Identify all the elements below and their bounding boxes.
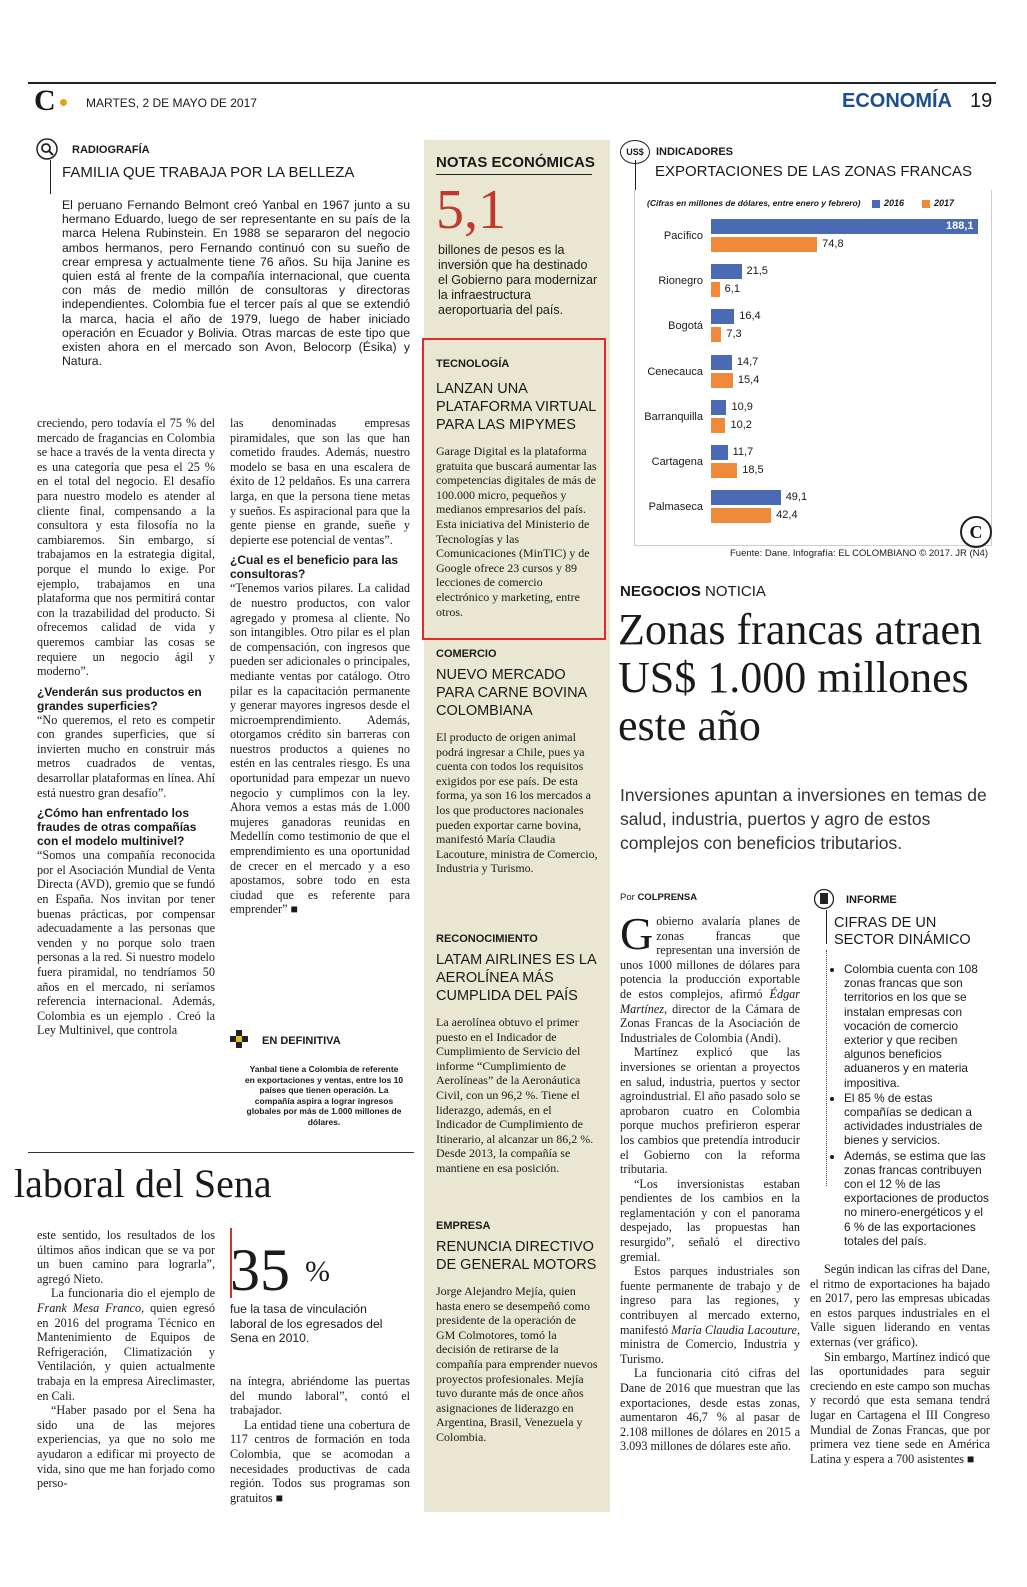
issue-date: MARTES, 2 DE MAYO DE 2017 — [86, 96, 257, 110]
logo-dot — [60, 99, 67, 106]
legend-label-2016: 2016 — [884, 198, 905, 208]
article-column-2 — [810, 1262, 990, 1466]
article-paragraph: “Los inversionistas estaban pendientes de los cambios en la reglamentación y con el panorama despejado, las propuestas han resurgido”, señaló el directivo gremial. — [620, 1176, 800, 1264]
interview-answer: “No queremos, el reto es competir con grandes superficies, que sí invierten mucho en construir más metros cuadrados de ventas, desarrollar plataformas en línea. Ahí está nuestro gran desafío”. — [37, 712, 215, 800]
category-label: Cartagena — [651, 456, 703, 468]
interview-paragraph: las denominadas empresas piramidales, que son las que han cometido fraudes. Además, nuestro modelo se basa en una escalera de éxito de 12 peldaños. Es una carrera larga, en que la persona tiene metas y sueños. Es aspiracional para que la gente piense en grande, sueñe y depierte ese potencial de ventas”. — [230, 416, 410, 547]
nota-text: Garage Digital es la plataforma gratuita que buscará aumentar las competencias digitales de más de 100.000 micro, pequeños y medianos empresarios del país. Esta iniciativa del Ministerio de Tecnologías y las Comunicaciones (MinTIC) y de Google ofrece 23 cursos y 89 lecciones de comercio electrónico y marketing, entre otros. — [436, 444, 597, 619]
article-column-1 — [620, 908, 800, 1454]
article-paragraph: Sin embargo, Martínez indicó que las oportunidades para seguir creciendo en este campo son muchas y recordó que esta semana tendrá lugar en Cartagena el III Congreso Mundial de Zonas Francas, que por primera vez tiene sede en América Latina y espera a 700 asistentes ■ — [810, 1349, 990, 1466]
nota-text: Jorge Alejandro Mejía, quien hasta enero se desempeñó como presidente de la operación de GM Colmotores, tomó la decisión de retirarse de la compañía para emprender nuevos proyectos profesionales. Mejía tuvo durante más de once años asignaciones de liderazgo en Argentina, Brasil, Venezuela y Colombia. — [436, 1284, 598, 1444]
category-label: Pacífico — [663, 230, 703, 242]
stat-description: fue la tasa de vinculación laboral de los egresados del Sena en 2010. — [230, 1302, 383, 1346]
legend-swatch-2016 — [872, 200, 880, 208]
radiografia-kicker: RADIOGRAFÍA — [72, 144, 150, 156]
interview-column-1 — [37, 416, 215, 1038]
nota-title: RENUNCIA DIRECTIVO DE GENERAL MOTORS — [436, 1239, 597, 1273]
bar-value-label: 42,4 — [776, 509, 798, 522]
radiografia-rule — [50, 160, 51, 194]
sena-column-2 — [230, 1374, 410, 1505]
bar-2017 — [711, 463, 737, 478]
legend-swatch-2017 — [922, 200, 930, 208]
radiografia-text: El peruano Fernando Belmont creó Yanbal en 1967 junto a su hermano Eduardo, luego de ser representante en su país de la marca Helena Rubinstein. En 1988 se separaron del negocio ambos hermanos, pero Fernando continuó con su sueño de crear empresa y actualmente tiene 76 años. Su hija Janine es quien está al frente de la compañía internacional, que cuenta con más de medio millón de consultoras y directoras independientes. Colombia fue el tercer país al que se extendió la marca, hacia el año de 1979, luego de haber iniciado operación en Ecuador y Bolivia. Otras marcas de este tipo que existen ahora en el mercado son Avon, Belocorp (Ésika) y Natura. — [62, 198, 410, 369]
stat-value: 35 — [230, 1237, 290, 1303]
indicadores-kicker: INDICADORES — [656, 146, 734, 158]
sena-paragraph: na íntegra, abriéndome las puertas del mundo laboral”, contó el trabajador. — [230, 1374, 410, 1418]
article-paragraph: Martínez explicó que las inversiones se orientan a proyectos en salud, industria, puertos y sector agroindustrial. El año pasado solo se aprobaron cuatro en Colombia porque muchos prefirieron esperar los cambios que pretendía introducir el Gobierno con la reforma tributaria. — [620, 1045, 800, 1177]
chart-title: EXPORTACIONES DE LAS ZONAS FRANCAS — [655, 163, 973, 180]
article-headline: Zonas francas atraen US$ 1.000 millones este año — [618, 605, 983, 750]
bar-2017 — [711, 327, 721, 342]
bar-value-label: 16,4 — [739, 310, 761, 323]
nota-title: LANZAN UNA PLATAFORMA VIRTUAL PARA LAS MIPYMES — [436, 381, 596, 433]
informe-bullet: • Colombia cuenta con 108 zonas francas que son territorios en los que se instalan empresas con vocación de comercio exterior y que reciben algunos beneficios aduaneros y en materia impositiva. — [844, 962, 990, 1090]
article-kicker: NEGOCIOS NOTICIA — [620, 583, 766, 600]
interview-question: ¿Cual es el beneficio para las consultoras? — [230, 553, 399, 582]
nota-comercio — [436, 648, 598, 876]
interview-question: ¿Cómo han enfrentado los fraudes de otras compañías con el modelo multinivel? — [37, 806, 197, 849]
article-byline: Por COLPRENSA — [620, 892, 698, 903]
bar-2017 — [711, 373, 733, 388]
chart-note: (Cifras en millones de dólares, entre enero y febrero) — [647, 198, 861, 208]
category-label: Palmaseca — [648, 501, 703, 514]
bar-value-label: 74,8 — [822, 238, 844, 250]
magnifier-icon — [36, 138, 58, 160]
nota-kicker: COMERCIO — [436, 648, 497, 660]
nota-reconocimiento — [436, 933, 598, 1176]
article-paragraph: Gobierno avalaría planes de zonas francas que representan una inversión de unos 1000 millones de dólares para potencia la producción exportable de estos complejos, afirmó Édgar Martínez, director de la Cámara de Zonas Francas de la Asociación de Industriales de Colombia (Andi). — [620, 908, 800, 1045]
dropcap: G — [620, 908, 654, 959]
bar-2016 — [711, 400, 726, 415]
interview-column-2 — [230, 416, 410, 917]
stat-unit: % — [305, 1255, 330, 1288]
article-paragraph: La funcionaria citó cifras del Dane de 2016 que muestran que las exportaciones, desde estas zonas, aumentaron 46,7 % al pasar de 2.108 millones de dólares en 2015 a 3.093 millones de dólares este año. — [620, 1366, 800, 1454]
bar-2016 — [711, 264, 742, 279]
bar-value-label: 49,1 — [785, 491, 808, 504]
article-paragraph: Estos parques industriales son fuente permanente de trabajo y de ingreso para las regiones, y contribuyen al mercado externo, manifestó María Claudia Lacouture, ministra de Comercio, Industria y Turismo. — [620, 1264, 800, 1366]
bar-value-label: 10,9 — [731, 400, 753, 413]
article-paragraph: Según indican las cifras del Dane, el ritmo de exportaciones ha bajado en 2017, pero las empresas ubicadas en estos parques industriales en el Valle siguen liderando en ventas externas (ver gráfico). — [810, 1262, 990, 1349]
informe-kicker: INFORME — [846, 894, 897, 906]
informe-title: CIFRAS DE UN SECTOR DINÁMICO — [834, 915, 971, 948]
bar-value-label: 14,7 — [736, 355, 759, 368]
interview-answer: “Tenemos varios pilares. La calidad de nuestro productos, con valor agregado y promesa al cliente. No son intangibles. Otro pilar es el plan de compensación, con ingresos que pueden ser adicionales o principales, mediante ventas por catálogo. Otro pilar es la capacitación permanente y generar mayores ingresos desde el microemprendimiento. Además, otorgamos crédito sin barreras con nuestros productos a quienes no estén en las centrales riesgo. Es una oportunidad para empezar un nuevo negocio y cumplimos con la ley. Ahora vemos a estas más de 1.000 mujeres ganadoras reunidas en Medellín como testimonio de que el emprendimiento es una oportunidad de crecer en el mercado y a eso apostamos, sobre todo en esta ciudad que es referente para emprender” ■ — [230, 581, 410, 917]
notas-header: NOTAS ECONÓMICAS — [436, 154, 595, 171]
article-dek: Inversiones apuntan a inversiones en temas de salud, industria, puertos y agro de estos complejos con beneficios tributarios. — [620, 785, 987, 853]
bar-value-label: 21,5 — [746, 265, 768, 278]
legend-label-2017: 2017 — [934, 198, 955, 208]
notas-big-description: billones de pesos es la inversión que ha destinado el Gobierno para modernizar la infraestructura aeroportuaria del país. — [438, 243, 598, 317]
category-label: Rionegro — [658, 275, 703, 288]
nota-kicker: RECONOCIMIENTO — [436, 933, 538, 945]
sena-rule — [28, 1152, 414, 1153]
en-definitiva-icon — [230, 1030, 248, 1048]
bar-2016 — [711, 219, 978, 234]
nota-kicker: EMPRESA — [436, 1220, 491, 1232]
header-rule — [28, 82, 996, 84]
interview-question: ¿Venderán sus productos en grandes superficies? — [37, 684, 202, 713]
nota-title: LATAM AIRLINES ES LA AEROLÍNEA MÁS CUMPLIDA DEL PAÍS — [436, 952, 596, 1004]
newspaper-logo-small: C — [960, 516, 992, 548]
category-label: Bogotá — [668, 320, 703, 333]
en-definitiva-text: Yanbal tiene a Colombia de referente en exportaciones y ventas, entre los 10 países que tienen operación. La compañía aspira a lograr ingresos globales por más de 1.000 millones de dólares. — [244, 1064, 404, 1127]
informe-bullet: • El 85 % de estas compañías se dedican a actividades industriales de bienes y servicios. — [844, 1091, 990, 1148]
bar-value-label: 18,5 — [742, 464, 764, 476]
category-label: Barranquilla — [644, 410, 703, 423]
nota-empresa — [436, 1220, 598, 1445]
bar-2017 — [711, 418, 725, 433]
nota-tecnologia — [436, 358, 598, 619]
bar-2017 — [711, 237, 817, 252]
nota-kicker: TECNOLOGÍA — [436, 358, 510, 370]
document-icon — [814, 888, 834, 910]
nota-text: El producto de origen animal podrá ingresar a Chile, pues ya cuenta con todos los requisitos exigidos por ese país. De esta forma, ya son 16 los mercados a los que productores nacionales pueden exportar carne bovina, manifestó María Claudia Lacouture, ministra de Comercio, Industria y Turismo. — [436, 730, 598, 876]
bar-2016 — [711, 355, 732, 370]
bar-value-label: 15,4 — [737, 373, 760, 386]
newspaper-logo: C — [34, 84, 56, 117]
bar-value-label: 188,1 — [946, 220, 974, 232]
informe-list — [832, 962, 990, 1249]
notas-rule — [436, 174, 592, 175]
bar-value-label: 7,3 — [726, 328, 742, 341]
informe-rule — [826, 910, 827, 944]
sena-paragraph: “Haber pasado por el Sena ha sido una de las mejores experiencias, ya que no solo me ayudaron a edificar mi proyecto de vida, sino que me han forjado como perso- — [37, 1403, 215, 1491]
chart-source: Fuente: Dane. Infografía: EL COLOMBIANO © 2017. JR (N4) — [730, 548, 988, 559]
interview-paragraph: creciendo, pero todavía el 75 % del mercado de fragancias en Colombia se hace a través de la venta directa y es una categoría que pesa el 25 % en el total del negocio. El desafío para nuestro modelo es atender al cliente final, compensando a la consultora y esta filosofía no la cambiaremos. Sin embargo, sí trabajamos en la estrategia digital, porque el mundo lo exige. Por ejemplo, trabajamos en una plataforma que nos permitirá contar con la trazabilidad del producto. Si ofrecemos calidad de vida y queremos cambiar las cosas se requiere un negocio ágil y moderno”. — [37, 416, 215, 679]
bar-value-label: 6,1 — [724, 283, 740, 296]
bar-2017 — [711, 508, 771, 523]
page-number: 19 — [970, 90, 993, 112]
en-definitiva-label: EN DEFINITIVA — [262, 1035, 341, 1047]
informe-dotted-rule — [826, 950, 828, 1186]
bar-value-label: 11,7 — [732, 446, 754, 458]
dollar-icon: US$ — [620, 140, 650, 164]
category-label: Cenecauca — [647, 365, 703, 378]
nota-title: NUEVO MERCADO PARA CARNE BOVINA COLOMBIANA — [436, 667, 587, 719]
bar-2016 — [711, 309, 734, 324]
sena-headline: laboral del Sena — [14, 1161, 272, 1206]
bar-value-label: 10,2 — [730, 418, 752, 431]
radiografia-title: FAMILIA QUE TRABAJA POR LA BELLEZA — [62, 164, 355, 181]
informe-bullet: • Además, se estima que las zonas francas contribuyen con el 12 % de las exportaciones de productos no minero-energéticos y el 6 % de las exportaciones totales del país. — [844, 1149, 990, 1248]
sena-paragraph: La entidad tiene una cobertura de 117 centros de formación en toda Colombia, que se acomodan a necesidades productivas de cada región. Todos sus programas son gratuitos ■ — [230, 1417, 410, 1505]
section-title: ECONOMÍA — [842, 90, 952, 112]
sena-paragraph: este sentido, los resultados de los últimos años indican que se va por un buen camino para lograrla”, agregó Nieto. — [37, 1228, 215, 1286]
nota-text: La aerolínea obtuvo el primer puesto en el Indicador de Cumplimiento de Servicio del informe “Cumplimiento de Aerolíneas” de la Aeronáutica Civil, con un 96,2 %. Tiene el liderazgo, además, en el Indicador de Cumplimiento de Itinerario, al alcanzar un 86,2 %. Desde 2013, la compañía se mantiene en esa posición. — [436, 1015, 594, 1175]
bar-2016 — [711, 445, 728, 460]
indicadores-rule — [635, 160, 636, 190]
sena-paragraph: La funcionaria dio el ejemplo de Frank Mesa Franco, quien egresó en 2016 del programa Técnico en Mantenimiento de Equipos de Refrigeración, Climatización y Ventilación, y quien actualmente trabaja en la empresa Aireclimaster, en Cali. — [37, 1286, 215, 1403]
sena-column-1 — [37, 1228, 215, 1491]
bar-2016 — [711, 490, 781, 505]
interview-answer: “Somos una compañía reconocida por el Asociación Mundial de Venta Directa (AVD), gremio que se fundó en España. Nos invitan por tener buenas prácticas, por compensar adecuadamente a las personas que venden y no porque solo traen personas a la red. Si nuestro modelo fuera piramidal, no tendríamos 50 años en el mercado, ni seríamos referencia internacional. Además, Colombia es un ejemplo . Creó la Ley Multinivel, que controla — [37, 848, 215, 1038]
bar-2017 — [711, 282, 720, 297]
notas-big-number: 5,1 — [436, 179, 506, 241]
